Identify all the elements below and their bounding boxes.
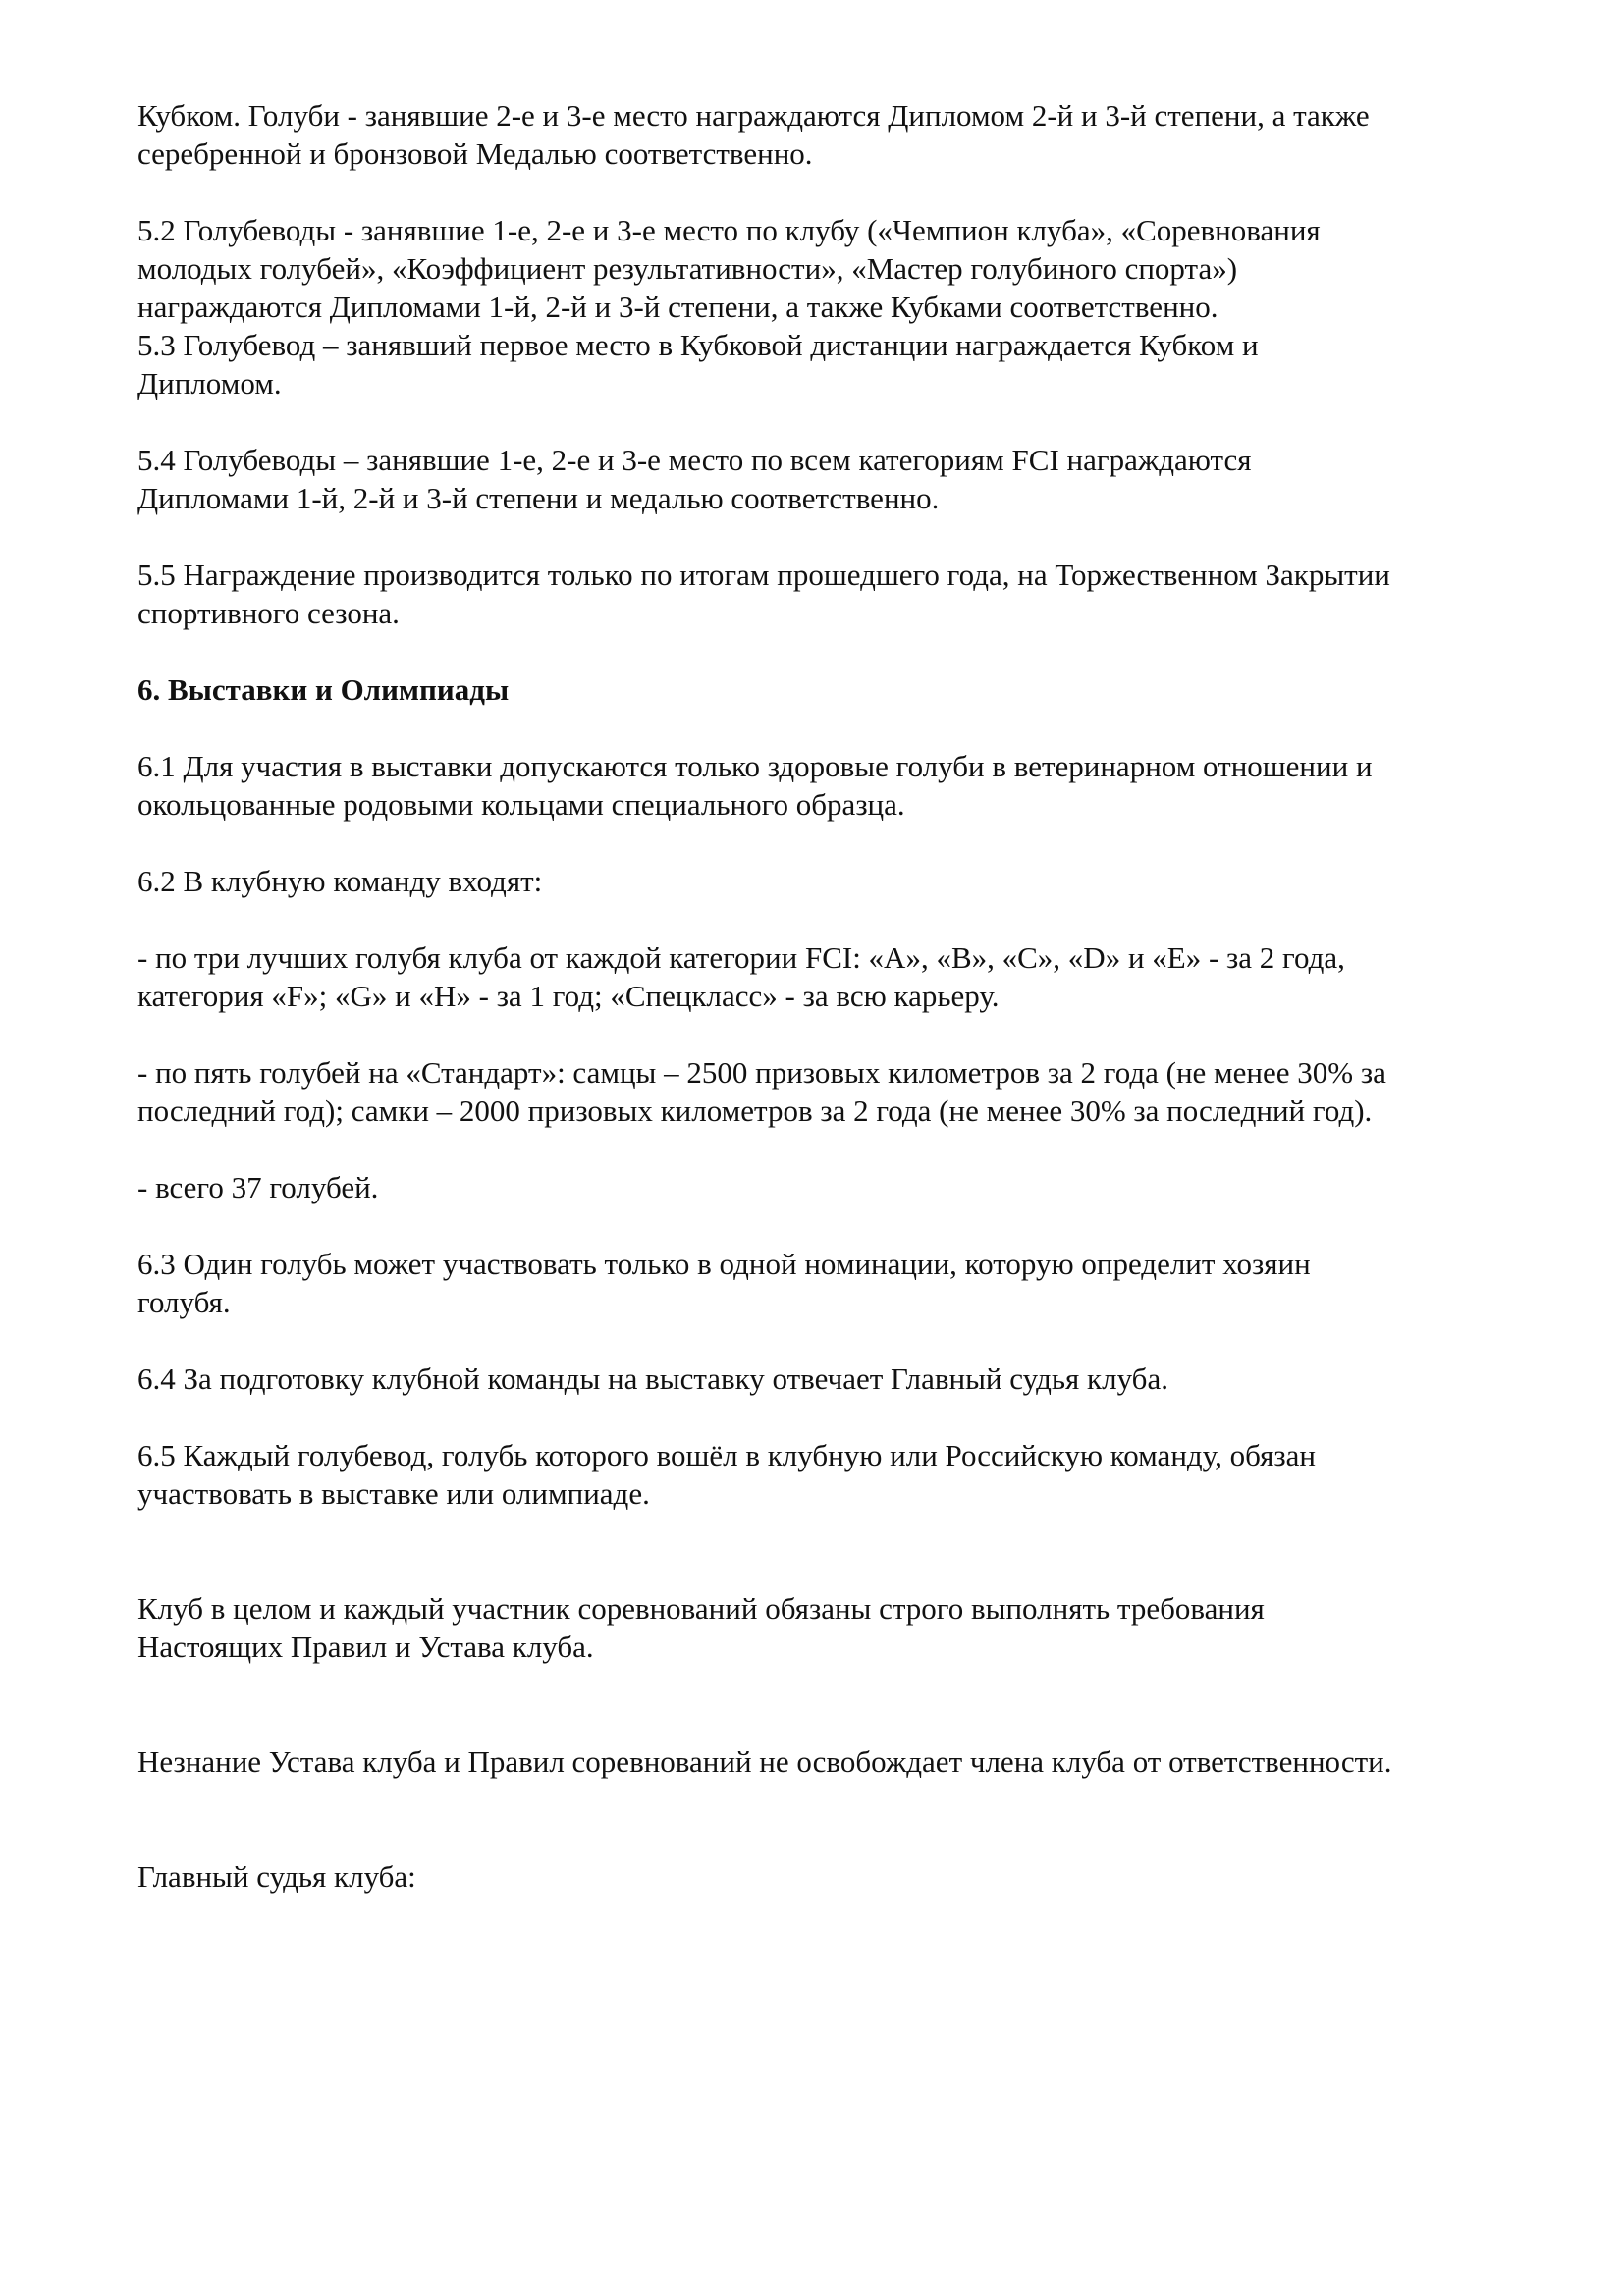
text-line: окольцованные родовыми кольцами специального образца. <box>137 787 905 822</box>
paragraph-6-2-standard <box>137 1053 1532 1130</box>
text-line: 5.5 Награждение производится только по итогам прошедшего года, на Торжественном Закрытии <box>137 558 1390 592</box>
text-line: 6.1 Для участия в выставки допускаются только здоровые голуби в ветеринарном отношении и <box>137 749 1373 783</box>
text-line: Дипломом. <box>137 366 282 400</box>
text-line: категория «F»; «G» и «H» - за 1 год; «Спецкласс» - за всю карьеру. <box>137 979 1000 1013</box>
text-line: участвовать в выставке или олимпиаде. <box>137 1476 650 1511</box>
text-line: молодых голубей», «Коэффициент результативности», «Мастер голубиного спорта») <box>137 251 1238 286</box>
paragraph-5-3 <box>137 326 1532 402</box>
paragraph-6-5 <box>137 1436 1532 1513</box>
text-line: серебренной и бронзовой Медалью соответственно. <box>137 136 813 171</box>
paragraph-6-1 <box>137 747 1532 824</box>
text-line: Настоящих Правил и Устава клуба. <box>137 1629 594 1664</box>
closing-statement-responsibility: Незнание Устава клуба и Правил соревнований не освобождает члена клуба от ответственности. <box>137 1744 1392 1779</box>
text-line: - по три лучших голубя клуба от каждой категории FCI: «A», «B», «C», «D» и «E» - за 2 года, <box>137 940 1345 975</box>
text-line: 5.3 Голубевод – занявший первое место в Кубковой дистанции награждается Кубком и <box>137 328 1259 362</box>
paragraph-6-2-total: - всего 37 голубей. <box>137 1170 379 1204</box>
document-body <box>137 96 1532 1934</box>
closing-statement-rules <box>137 1589 1532 1666</box>
text-line: Кубком. Голуби - занявшие 2-е и 3-е место награждаются Дипломом 2-й и 3-й степени, а также <box>137 98 1370 133</box>
section-heading-6: 6. Выставки и Олимпиады <box>137 672 510 707</box>
text-line: 5.4 Голубеводы – занявшие 1-е, 2-е и 3-е место по всем категориям FCI награждаются <box>137 443 1252 477</box>
text-line: 6.5 Каждый голубевод, голубь которого вошёл в клубную или Российскую команду, обязан <box>137 1438 1316 1472</box>
paragraph-5-2 <box>137 211 1532 326</box>
paragraph-6-4: 6.4 За подготовку клубной команды на выставку отвечает Главный судья клуба. <box>137 1362 1168 1396</box>
text-line: 5.2 Голубеводы - занявшие 1-е, 2-е и 3-е место по клубу («Чемпион клуба», «Соревнования <box>137 213 1321 247</box>
text-line: спортивного сезона. <box>137 596 400 630</box>
paragraph-6-2-fci-categories <box>137 938 1532 1015</box>
signature-line: Главный судья клуба: <box>137 1859 416 1894</box>
text-line: последний год); самки – 2000 призовых километров за 2 года (не менее 30% за последний год). <box>137 1094 1373 1128</box>
text-line: - по пять голубей на «Стандарт»: самцы – 2500 призовых километров за 2 года (не менее 30% за <box>137 1055 1386 1090</box>
paragraph-5-4 <box>137 441 1532 517</box>
text-line: награждаются Дипломами 1-й, 2-й и 3-й степени, а также Кубками соответственно. <box>137 290 1218 324</box>
paragraph-5-5 <box>137 556 1532 632</box>
paragraph-5-1-continuation <box>137 96 1532 173</box>
text-line: Клуб в целом и каждый участник соревнований обязаны строго выполнять требования <box>137 1591 1265 1626</box>
text-line: 6.3 Один голубь может участвовать только в одной номинации, которую определит хозяин <box>137 1247 1311 1281</box>
text-line: голубя. <box>137 1285 231 1319</box>
text-line: Дипломами 1-й, 2-й и 3-й степени и медалью соответственно. <box>137 481 940 515</box>
paragraph-6-3 <box>137 1245 1532 1321</box>
paragraph-6-2: 6.2 В клубную команду входят: <box>137 864 543 898</box>
